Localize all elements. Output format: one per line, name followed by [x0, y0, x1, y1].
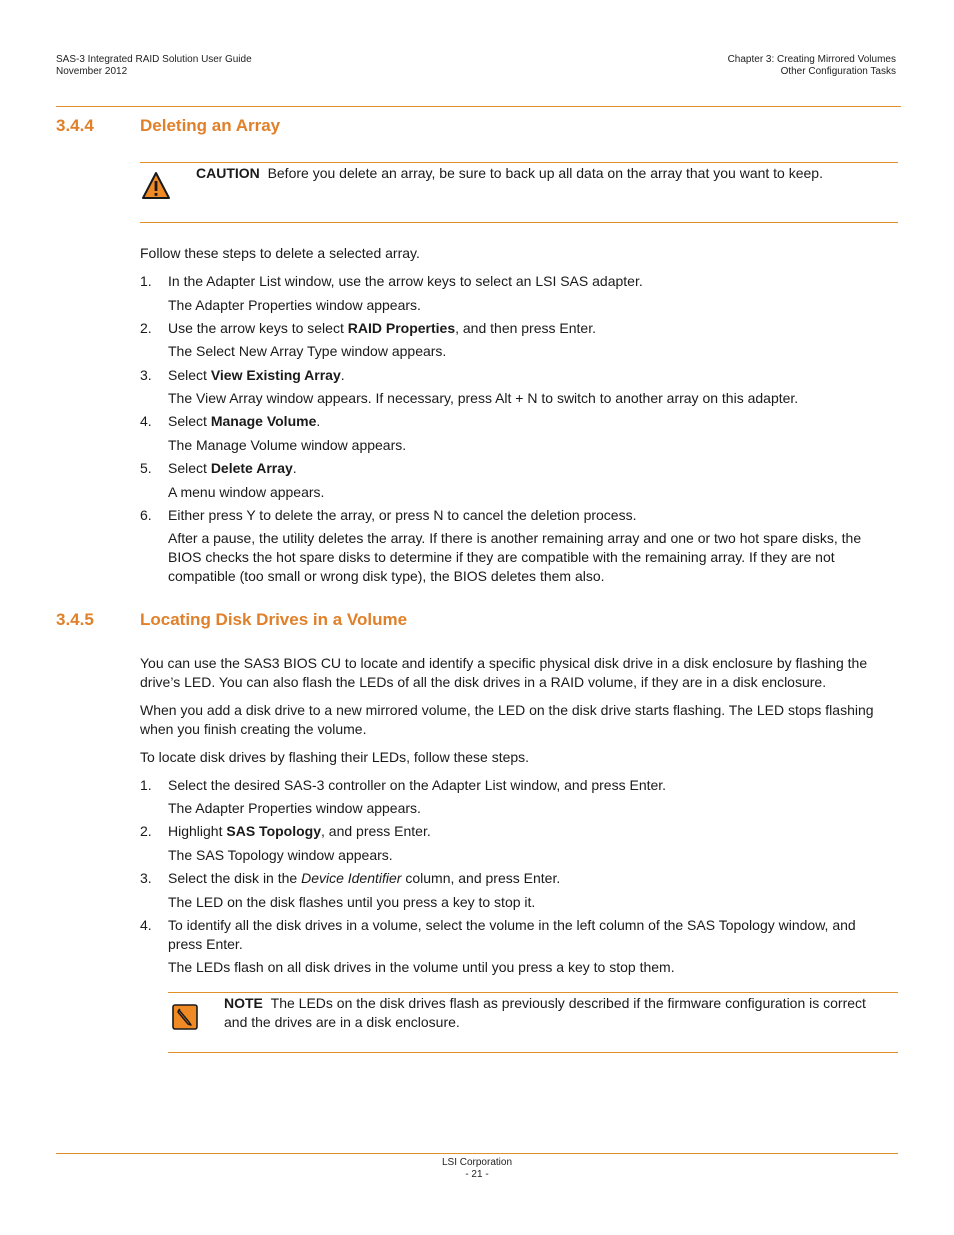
- doc-date: November 2012: [56, 66, 128, 77]
- footer-rule: [56, 1153, 898, 1154]
- note-text: NOTE The LEDs on the disk drives flash as previously described if the firmware configuration is correct and the drives are in a disk enclosure.: [224, 995, 866, 1030]
- running-header-left: [56, 54, 252, 78]
- step-text: Use the arrow keys to select RAID Properties, and then press Enter.: [168, 320, 596, 336]
- step-result: The Adapter Properties window appears.: [168, 297, 421, 313]
- caution-note: [196, 164, 823, 183]
- step-text: Select the disk in the Device Identifier column, and press Enter.: [168, 870, 561, 886]
- step-text: In the Adapter List window, use the arrow keys to select an LSI SAS adapter.: [168, 273, 643, 289]
- paragraph: You can use the SAS3 BIOS CU to locate and identify a specific physical disk drive in a disk enclosure by flashing the drive’s LED. You can also flash the LEDs of all the disk drives in a RAID volume, if they are in a disk enclosure.: [140, 655, 868, 690]
- pencil-note-icon: [172, 1004, 198, 1030]
- note-label: NOTE: [224, 995, 263, 1011]
- step-result: The View Array window appears. If necessary, press Alt + N to switch to another array on this adapter.: [168, 390, 799, 406]
- doc-title: SAS-3 Integrated RAID Solution User Guide: [56, 54, 252, 65]
- step-text: Either press Y to delete the array, or press N to cancel the deletion process.: [168, 507, 637, 523]
- step-result: The LEDs flash on all disk drives in the volume until you press a key to stop them.: [168, 959, 675, 975]
- paragraph: When you add a disk drive to a new mirrored volume, the LED on the disk drive starts flashing. The LED stops flashing when you finish creating the volume.: [140, 702, 874, 737]
- step-result: After a pause, the utility deletes the array. If there is another remaining array and one or two hot spare disks, the BIOS checks the hot spare disks to determine if they are compatible with the remaining array. If they are not compatible (too small or wrong disk type), the BIOS deletes them also.: [168, 530, 862, 584]
- paragraph: To locate disk drives by flashing their LEDs, follow these steps.: [140, 749, 530, 765]
- section-title: Other Configuration Tasks: [780, 66, 896, 77]
- step-number: 6.: [140, 507, 152, 523]
- step-text: Select the desired SAS-3 controller on the Adapter List window, and press Enter.: [168, 777, 667, 793]
- intro-paragraph: Follow these steps to delete a selected array.: [140, 245, 420, 261]
- footer: [0, 1157, 954, 1181]
- footer-company: LSI Corporation: [441, 1157, 513, 1168]
- note-bottom-rule: [168, 1052, 898, 1053]
- step-number: 3.: [140, 870, 152, 886]
- step-text: Select Delete Array.: [168, 460, 297, 476]
- chapter-title: Chapter 3: Creating Mirrored Volumes: [727, 54, 896, 65]
- caution-text: Before you delete an array, be sure to back up all data on the array that you want to keep.: [267, 165, 823, 181]
- section-number: 3.4.4: [56, 116, 94, 135]
- running-header-right: [728, 54, 896, 78]
- section-number: 3.4.5: [56, 610, 94, 629]
- step-result: The LED on the disk flashes until you press a key to stop it.: [168, 894, 536, 910]
- step-number: 2.: [140, 320, 152, 336]
- header-rule: [56, 106, 901, 107]
- step-text: Select Manage Volume.: [168, 413, 321, 429]
- step-text: Select View Existing Array.: [168, 367, 345, 383]
- step-result: The SAS Topology window appears.: [168, 847, 393, 863]
- step-number: 4.: [140, 917, 152, 933]
- step-number: 4.: [140, 413, 152, 429]
- caution-label: CAUTION: [196, 165, 260, 181]
- page-number: - 21 -: [465, 1169, 489, 1180]
- warning-triangle-icon: [141, 171, 171, 201]
- step-number: 5.: [140, 460, 152, 476]
- step-result: The Adapter Properties window appears.: [168, 800, 421, 816]
- step-result: The Manage Volume window appears.: [168, 437, 407, 453]
- section-heading: Deleting an Array: [140, 116, 281, 135]
- step-result: A menu window appears.: [168, 484, 325, 500]
- step-text: To identify all the disk drives in a volume, select the volume in the left column of the SAS Topology window, and press Enter.: [168, 917, 856, 952]
- note-top-rule: [168, 992, 898, 993]
- section-heading: Locating Disk Drives in a Volume: [140, 610, 408, 629]
- step-number: 1.: [140, 273, 152, 289]
- step-number: 3.: [140, 367, 152, 383]
- step-result: The Select New Array Type window appears.: [168, 343, 447, 359]
- step-number: 2.: [140, 823, 152, 839]
- caution-top-rule: [140, 162, 898, 163]
- step-number: 1.: [140, 777, 152, 793]
- caution-bottom-rule: [140, 222, 898, 223]
- step-text: Highlight SAS Topology, and press Enter.: [168, 823, 431, 839]
